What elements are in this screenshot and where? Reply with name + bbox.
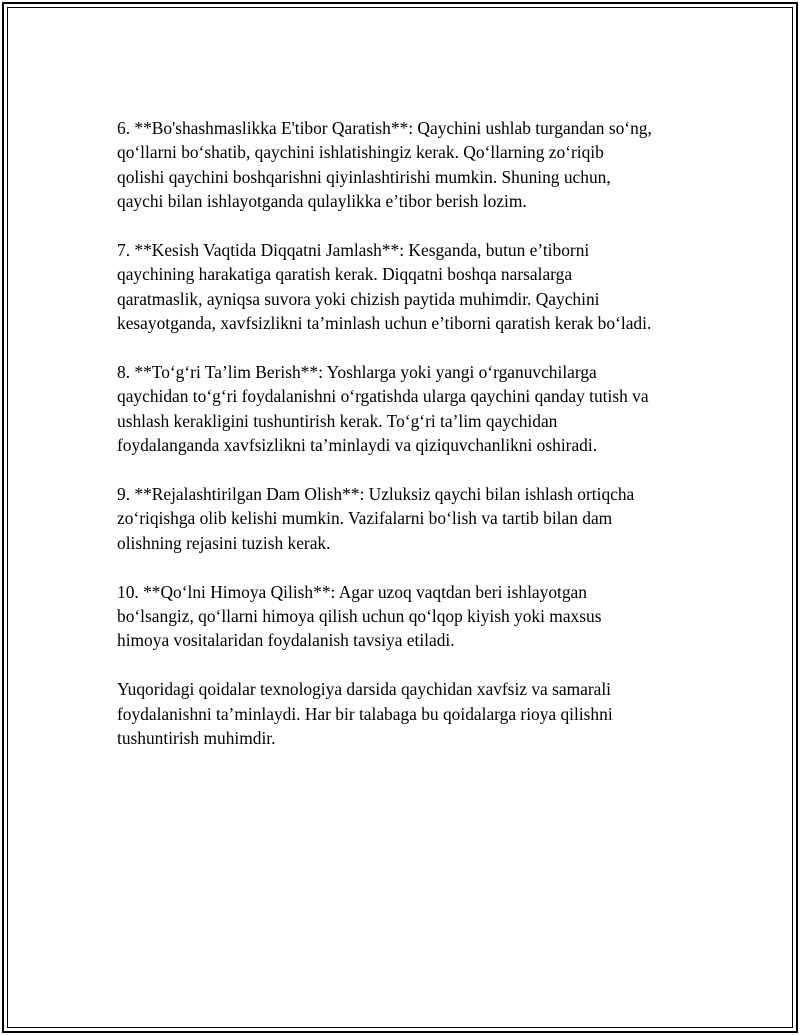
paragraph-conclusion: Yuqoridagi qoidalar texnologiya darsida qaychidan xavfsiz va samarali foydalanishni ta’minlaydi. Har bir talabaga bu qoidalarga rioya qilishni tushuntirish muhimdir.: [117, 679, 613, 749]
paragraph-rule-6: 6. **Bo'shashmaslikka E'tibor Qaratish**: Qaychini ushlab turgandan so‘ng, qo‘llarni bo‘shatib, qaychini ishlatishingiz kerak. Qo‘llarning zo‘riqib qolishi qaychini boshqarishni qiyinlashtirishi mumkin. Shuning uchun, qaychi bilan ishlayotganda qulaylikka e’tibor berish lozim.: [117, 118, 652, 212]
document-body: [117, 116, 697, 775]
paragraph-rule-9: 9. **Rejalashtirilgan Dam Olish**: Uzluksiz qaychi bilan ishlash ortiqcha zo‘riqishga olib kelishi mumkin. Vazifalarni bo‘lish va tartib bilan dam olishning rejasini tuzish kerak.: [117, 484, 635, 553]
paragraph-rule-10: 10. **Qo‘lni Himoya Qilish**: Agar uzoq vaqtdan beri ishlayotgan bo‘lsangiz, qo‘llarni himoya qilish uchun qo‘lqop kiyish yoki maxsus himoya vositalaridan foydalanish tavsiya etiladi.: [117, 581, 602, 651]
paragraph-rule-7: 7. **Kesish Vaqtida Diqqatni Jamlash**: Kesganda, butun e’tiborni qaychining harakatiga qaratish kerak. Diqqatni boshqa narsalarga qaratmaslik, ayniqsa suvora yoki chizish paytida muhimdir. Qaychini kesayotganda, xavfsizlikni ta’minlash uchun e’tiborni qaratish kerak bo‘ladi.: [117, 240, 652, 334]
paragraph-rule-8: 8. **To‘g‘ri Ta’lim Berish**: Yoshlarga yoki yangi o‘rganuvchilarga qaychidan to‘g‘ri foydalanishni o‘rgatishda ularga qaychini qanday tutish va ushlash kerakligini tushuntirish kerak. To‘g‘ri ta’lim qaychidan foydalanganda xavfsizlikni ta’minlaydi va qiziquvchanlikni oshiradi.: [117, 362, 649, 456]
